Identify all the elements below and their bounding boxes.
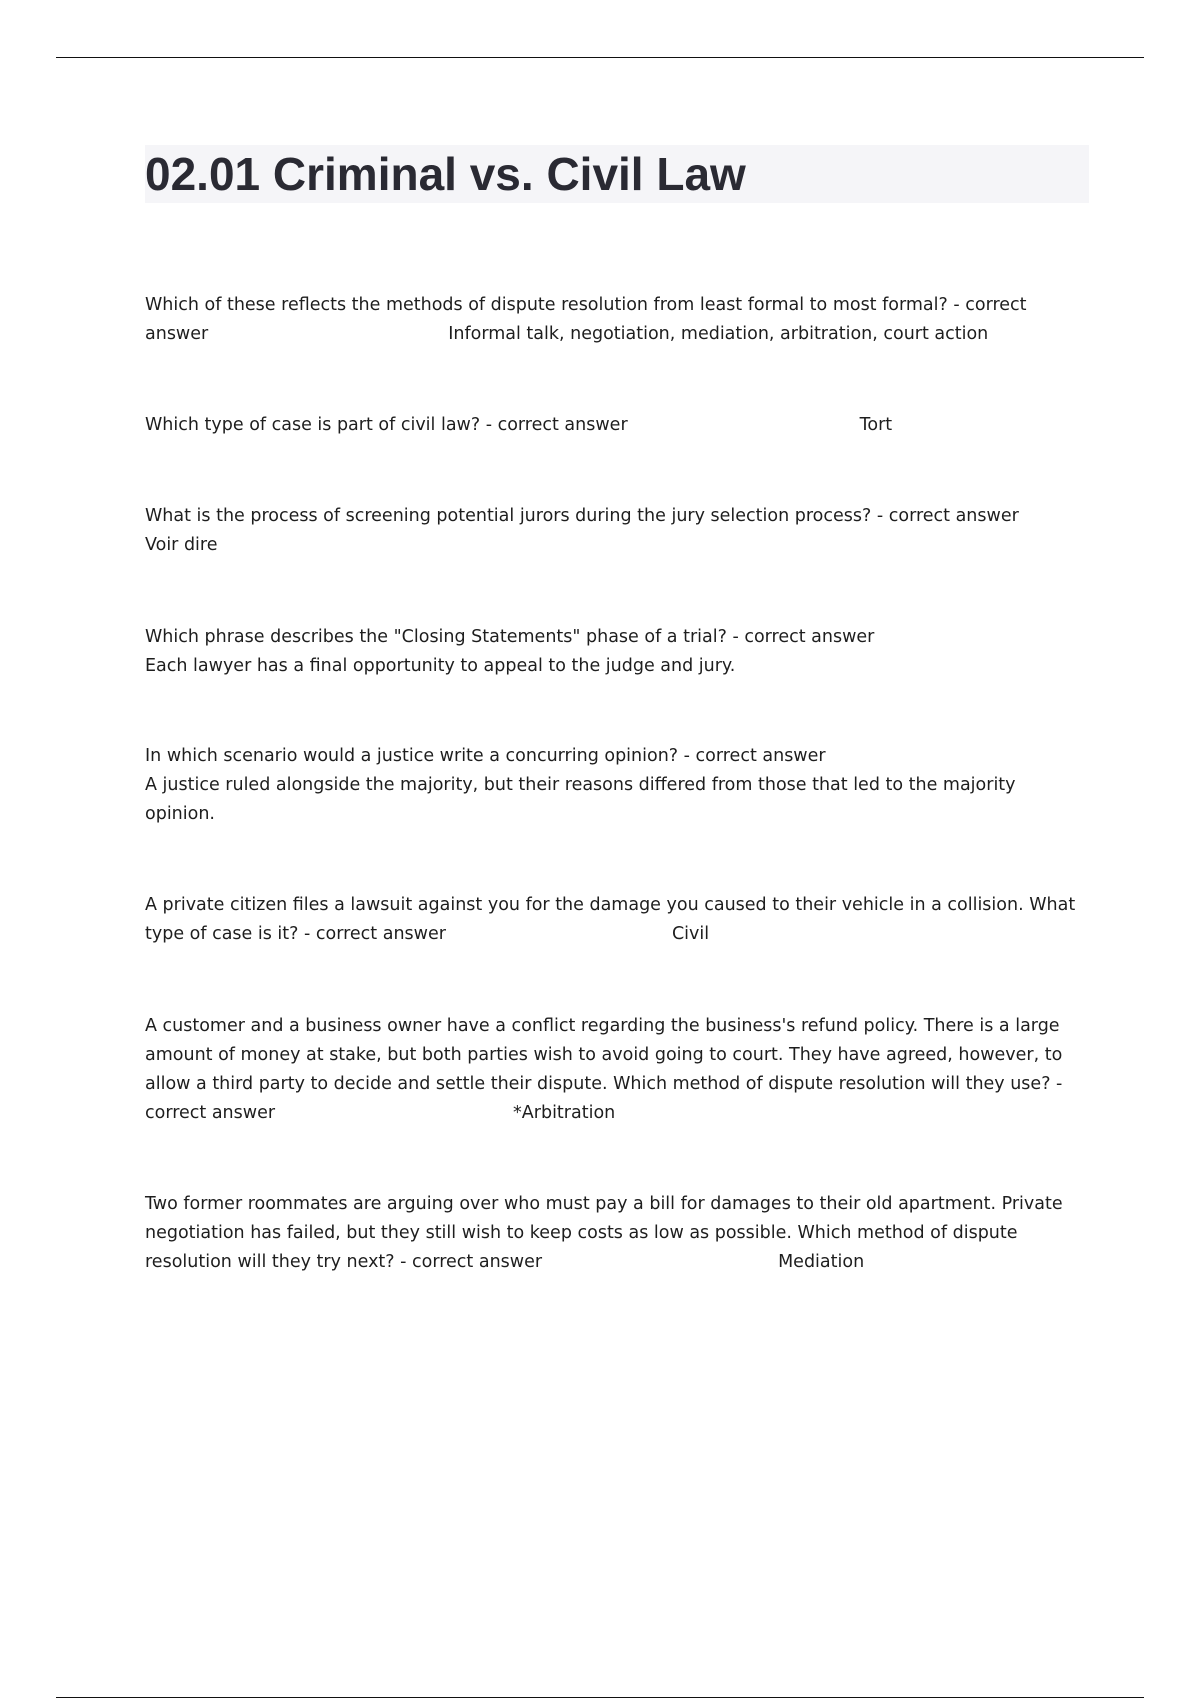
correct-answer-marker: - correct answer <box>145 1074 1063 1123</box>
page-title: 02.01 Criminal vs. Civil Law <box>145 148 746 200</box>
qa-item-1 <box>145 291 1090 349</box>
bottom-rule <box>56 1697 1144 1698</box>
correct-answer-marker: - correct answer <box>678 746 826 766</box>
answer-text: Mediation <box>778 1252 865 1272</box>
correct-answer-marker: - correct answer <box>871 506 1019 526</box>
question-text: What is the process of screening potential jurors during the jury selection process? <box>145 506 872 526</box>
qa-item-5 <box>145 742 1090 829</box>
question-text: Which type of case is part of civil law? <box>145 415 481 435</box>
answer-text: Tort <box>859 415 893 435</box>
correct-answer-marker: - correct answer <box>145 295 1027 344</box>
answer-text: Civil <box>671 924 710 944</box>
answer-text: A justice ruled alongside the majority, but their reasons differed from those that led to the majority opinion. <box>145 775 1022 824</box>
answer-text: *Arbitration <box>513 1103 616 1123</box>
correct-answer-marker: - correct answer <box>480 415 628 435</box>
qa-item-6 <box>145 891 1090 949</box>
qa-item-3 <box>145 502 1090 560</box>
correct-answer-marker: - correct answer <box>394 1252 543 1272</box>
question-text: Two former roommates are arguing over who must pay a bill for damages to their old apartment. Private negotiation has failed, but they still wish to keep costs as low as possible. Which method of dispute resolution will they try next? <box>145 1194 1063 1272</box>
answer-text: Each lawyer has a final opportunity to appeal to the judge and jury. <box>145 656 736 676</box>
top-rule <box>56 57 1144 58</box>
question-text: Which phrase describes the "Closing Statements" phase of a trial? <box>145 627 727 647</box>
qa-item-8 <box>145 1190 1090 1277</box>
correct-answer-marker: - correct answer <box>726 627 875 647</box>
qa-item-4 <box>145 623 1090 681</box>
correct-answer-marker: - correct answer <box>298 924 446 944</box>
question-text: A private citizen files a lawsuit against you for the damage you caused to their vehicle in a collision. What type of case is it? <box>145 895 1076 944</box>
qa-item-7 <box>145 1012 1090 1128</box>
answer-text: Informal talk, negotiation, mediation, arbitration, court action <box>448 324 989 344</box>
qa-item-2 <box>145 411 1090 440</box>
question-text: A customer and a business owner have a conflict regarding the business's refund policy. There is a large amount of money at stake, but both parties wish to avoid going to court. They have agreed, however, to allow a third party to decide and settle their dispute. Which method of dispute resolution will they use? <box>145 1016 1063 1094</box>
answer-text: Voir dire <box>145 535 218 555</box>
question-text: In which scenario would a justice write a concurring opinion? <box>145 746 679 766</box>
question-text: Which of these reflects the methods of dispute resolution from least formal to most formal? <box>145 295 948 315</box>
